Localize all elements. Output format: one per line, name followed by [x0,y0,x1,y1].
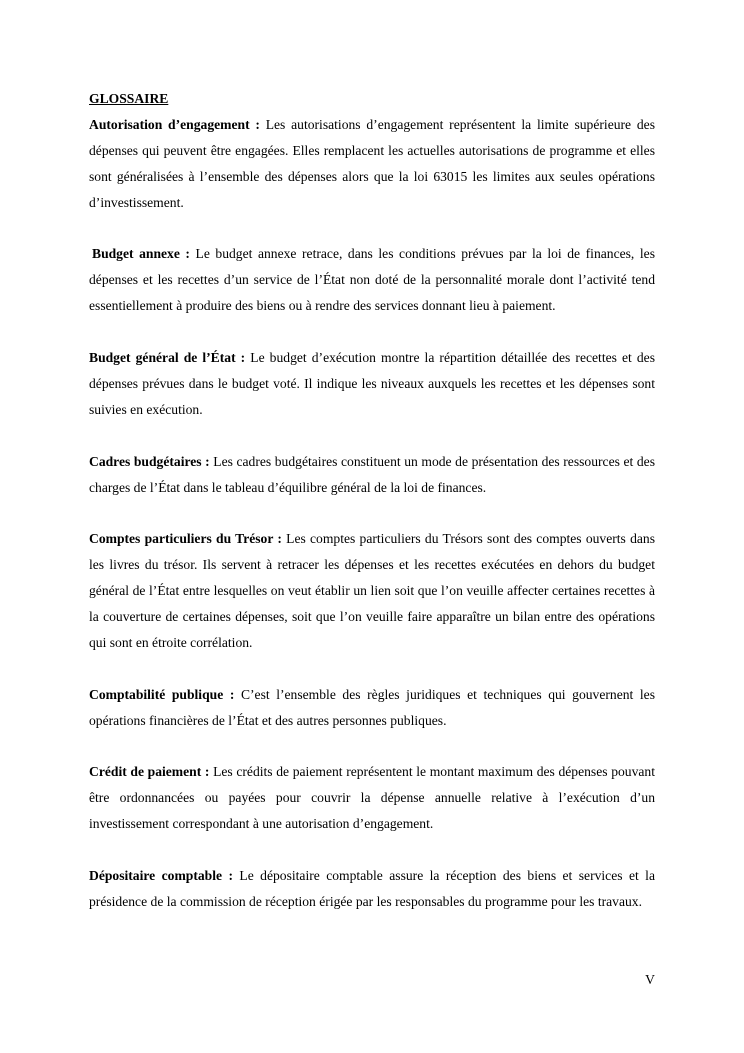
page-number: V [645,972,655,987]
glossary-entry-cadres-budgetaires [89,449,655,501]
glossary-term: Cadres budgétaires : [89,453,210,469]
glossary-term: Budget général de l’État : [89,350,246,366]
glossary-definition: Le dépositaire comptable assure la réception des biens et services et la présidence de la commission de réception érigée par les responsables du programme pour les travaux. [89,868,655,909]
glossary-definition: Le budget annexe retrace, dans les conditions prévues par la loi de finances, les dépenses et les recettes d’un service de l’État non doté de la personnalité morale dont l’activité tend essentiellement à produire des biens ou à rendre des services donnant lieu à paiement. [89,246,655,314]
glossary-definition: Les cadres budgétaires constituent un mode de présentation des ressources et des charges de l’État dans le tableau d’équilibre général de la loi de finances. [89,453,655,495]
glossary-definition: Les autorisations d’engagement représentent la limite supérieure des dépenses qui peuvent être engagées. Elles remplacent les actuelles autorisations de programme et elles sont généralisées à l’ensemble des dépenses alors que la loi 63015 les limites aux seules opérations d’investissement. [89,116,655,210]
glossary-entry-budget-annexe [89,241,655,319]
glossary-definition: Les comptes particuliers du Trésors sont des comptes ouverts dans les livres du trésor. Ils servent à retracer les dépenses et les recettes exécutées en dehors du budget général de l’État entre lesquelles on veut établir un lien soit que l’on veuille affecter certaines recettes à la couverture de certaines dépenses, soit que l’on veuille faire apparaître un bilan entre des opérations qui sont en étroite corrélation. [89,531,656,650]
glossary-heading: GLOSSAIRE [89,91,169,106]
glossary-term: Comptes particuliers du Trésor : [89,531,282,547]
glossary-entry-credit-paiement [89,759,655,837]
glossary-entry-comptabilite-publique [89,682,655,734]
glossary-entry-autorisation-engagement [89,112,655,216]
glossary-term: Budget annexe : [92,246,190,262]
glossary-definition: C’est l’ensemble des règles juridiques et techniques qui gouvernent les opérations financières de l’État et des autres personnes publiques. [89,686,655,728]
glossary-entry-depositaire-comptable [89,863,655,915]
glossary-entry-comptes-particuliers [89,526,655,656]
glossary-term: Autorisation d’engagement : [89,116,260,132]
glossary-term: Comptabilité publique : [89,686,235,702]
glossary-page [89,86,655,941]
glossary-definition: Les crédits de paiement représentent le montant maximum des dépenses pouvant être ordonnancées ou payées pour couvrir la dépense annuelle relative à l’exécution d’un investissement correspondant à une autorisation d’engagement. [89,764,655,832]
glossary-entry-budget-general [89,345,655,423]
glossary-definition: Le budget d’exécution montre la répartition détaillée des recettes et des dépenses prévues dans le budget voté. Il indique les niveaux auxquels les recettes et les dépenses sont suivies en exécution. [89,350,655,417]
glossary-term: Dépositaire comptable : [89,868,233,884]
glossary-term: Crédit de paiement : [89,764,210,780]
